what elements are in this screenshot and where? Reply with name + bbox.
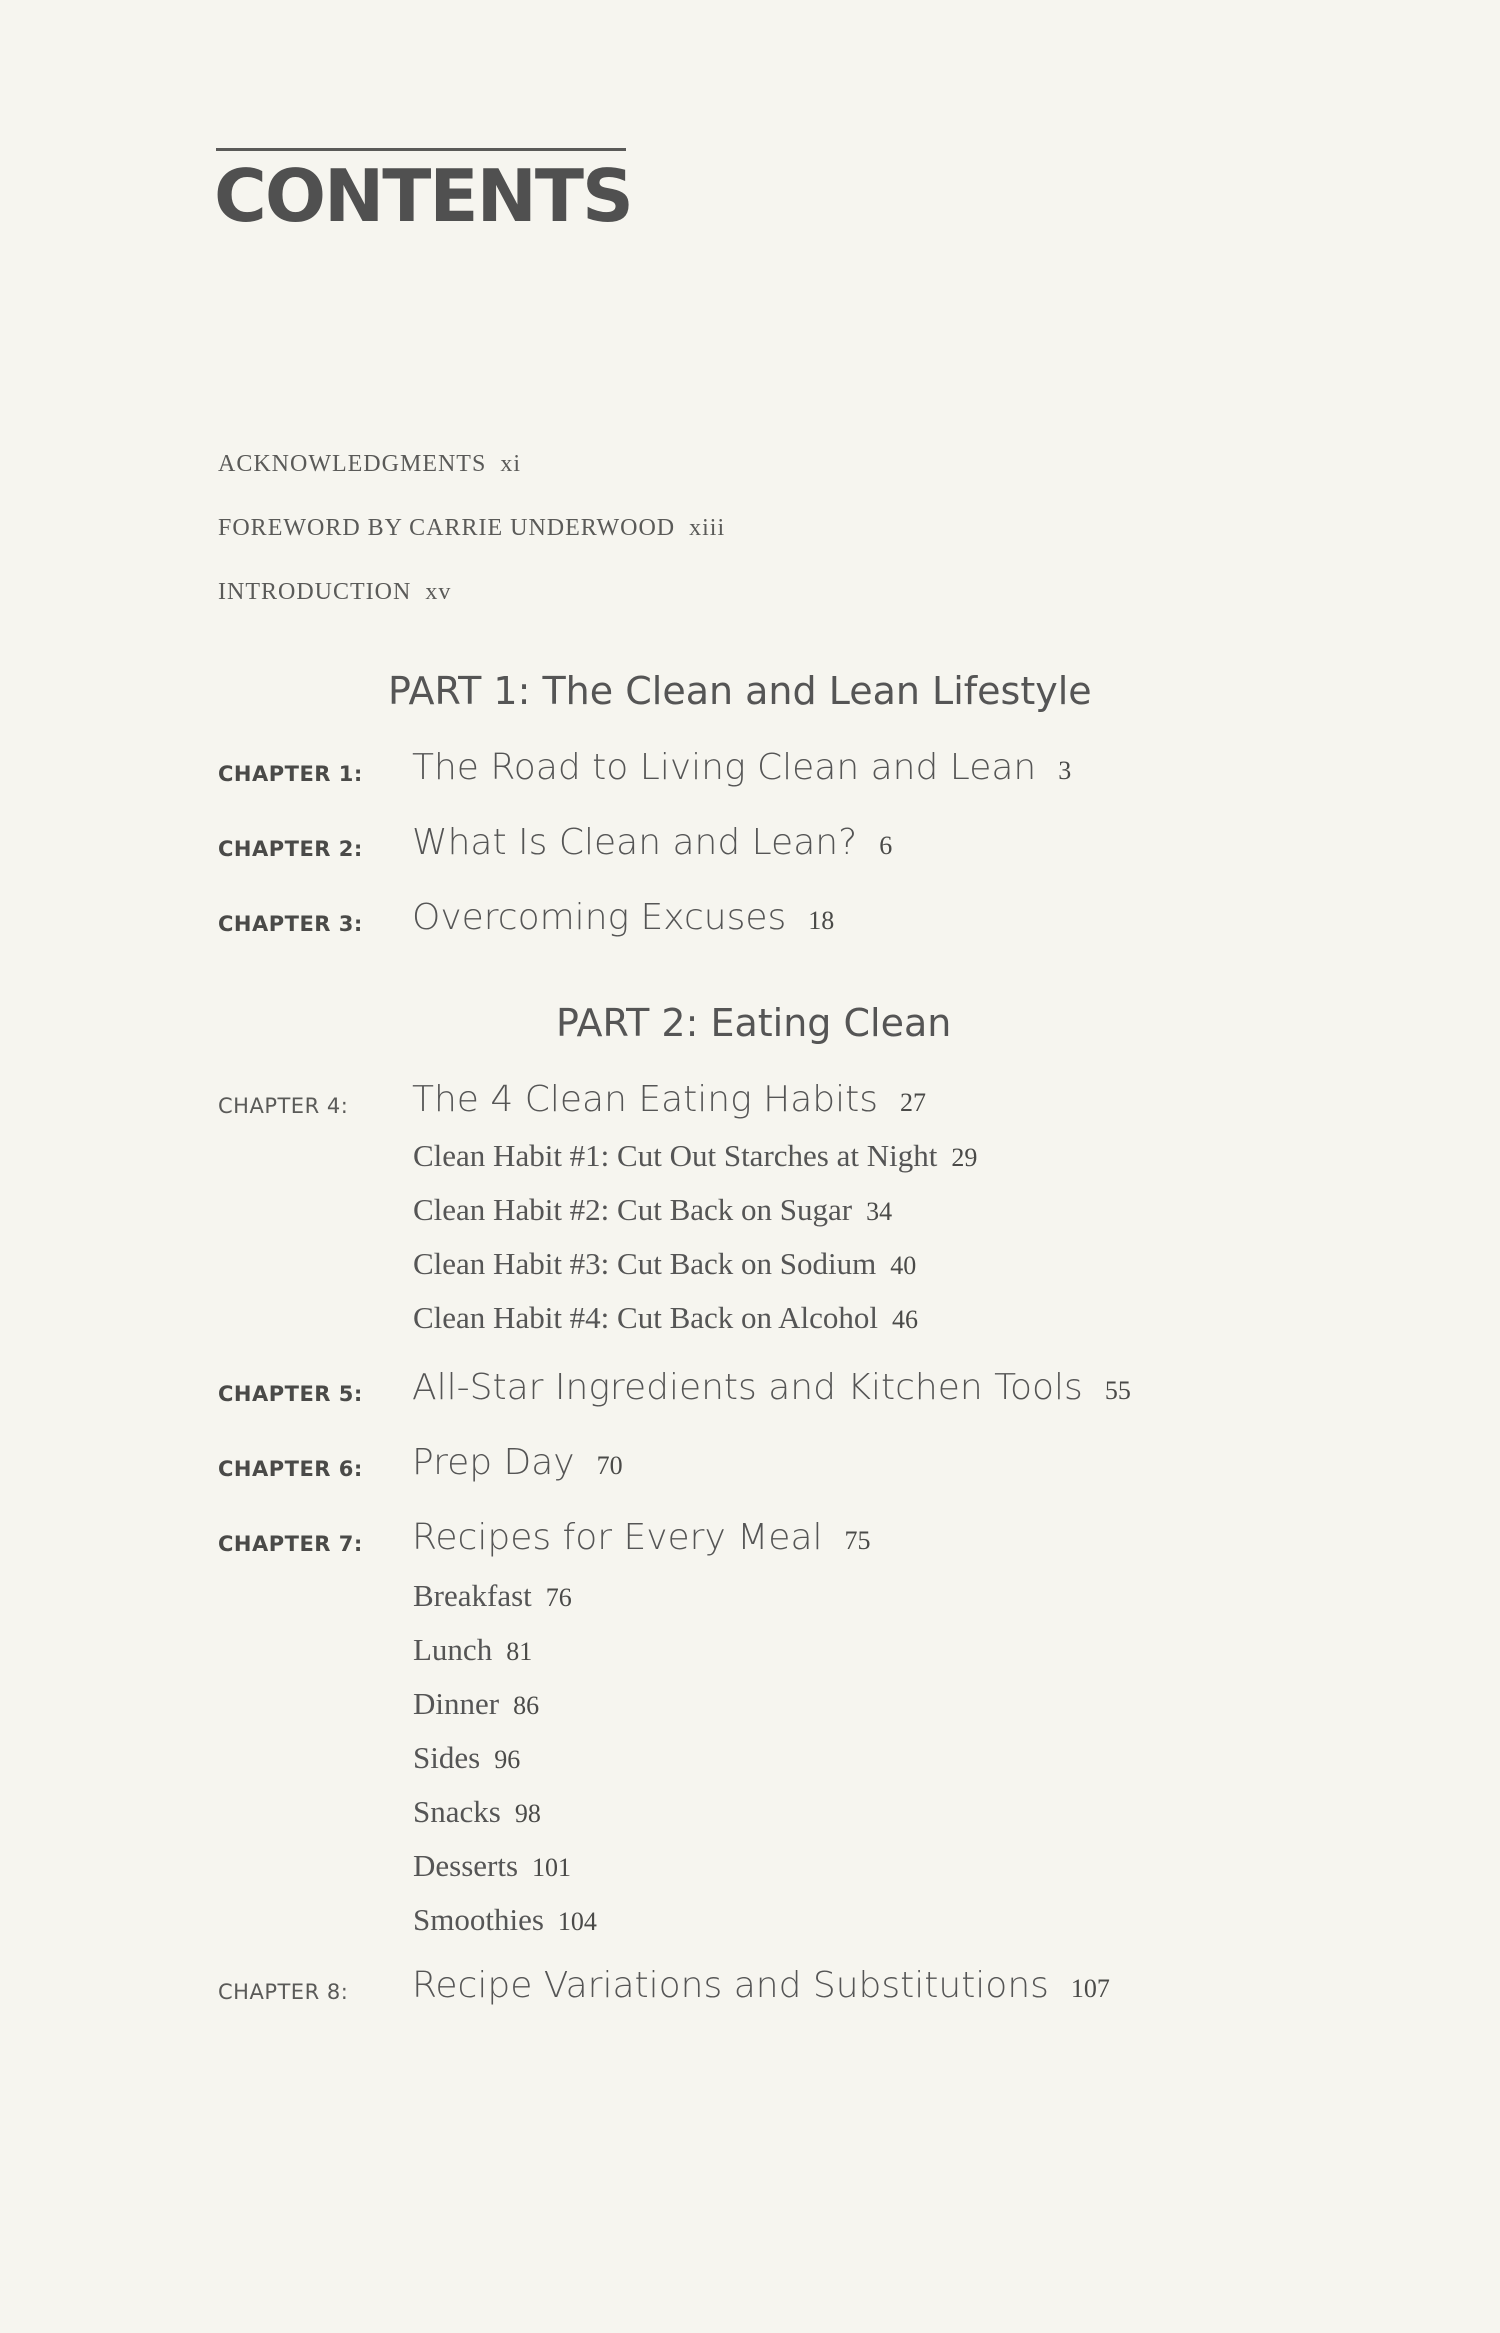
entry-page: 107 (1070, 1974, 1110, 2003)
toc-entry-chapter-7[interactable] (412, 1517, 871, 1558)
toc-entry-introduction[interactable] (218, 580, 451, 604)
toc-entry-clean-habit-3[interactable] (413, 1248, 916, 1279)
page-title: CONTENTS (214, 154, 632, 238)
toc-entry-chapter-8[interactable] (412, 1965, 1110, 2006)
toc-entry-chapter-6[interactable] (412, 1442, 623, 1483)
entry-title: Lunch (413, 1632, 493, 1667)
entry-label: INTRODUCTION (218, 579, 412, 605)
toc-entry-snacks[interactable] (413, 1796, 541, 1827)
toc-entry-clean-habit-1[interactable] (413, 1140, 977, 1171)
entry-title: Recipes for Every Meal (412, 1517, 823, 1558)
part-1-heading: PART 1: The Clean and Lean Lifestyle (388, 669, 1092, 713)
toc-entry-desserts[interactable] (413, 1850, 571, 1881)
entry-page: 101 (532, 1853, 572, 1882)
entry-title: Snacks (413, 1794, 501, 1829)
entry-title: The 4 Clean Eating Habits (412, 1079, 878, 1120)
chapter-1-label: CHAPTER 1: (218, 762, 363, 786)
entry-page: 29 (951, 1143, 978, 1172)
title-rule (216, 148, 626, 151)
chapter-4-label: CHAPTER 4: (218, 1094, 349, 1118)
entry-title: The Road to Living Clean and Lean (412, 747, 1037, 788)
toc-entry-chapter-2[interactable] (412, 822, 893, 863)
part-2-heading: PART 2: Eating Clean (556, 1001, 952, 1045)
entry-title: Sides (413, 1740, 481, 1775)
toc-entry-dinner[interactable] (413, 1688, 539, 1719)
chapter-2-label: CHAPTER 2: (218, 837, 363, 861)
entry-title: What Is Clean and Lean? (412, 822, 858, 863)
toc-entry-clean-habit-4[interactable] (413, 1302, 918, 1333)
entry-page: xiii (689, 515, 726, 541)
toc-entry-chapter-1[interactable] (412, 747, 1072, 788)
entry-title: Clean Habit #3: Cut Back on Sodium (413, 1246, 877, 1281)
entry-title: Prep Day (412, 1442, 575, 1483)
entry-page: 3 (1058, 756, 1072, 785)
entry-title: Desserts (413, 1848, 519, 1883)
entry-page: 40 (890, 1251, 917, 1280)
entry-title: Smoothies (413, 1902, 544, 1937)
toc-entry-lunch[interactable] (413, 1634, 532, 1665)
toc-entry-chapter-4[interactable] (412, 1079, 926, 1120)
toc-entry-acknowledgments[interactable] (218, 452, 521, 476)
toc-entry-sides[interactable] (413, 1742, 520, 1773)
chapter-5-label: CHAPTER 5: (218, 1382, 363, 1406)
entry-page: xi (500, 451, 521, 477)
entry-page: 55 (1104, 1376, 1131, 1405)
entry-page: 18 (808, 906, 835, 935)
entry-page: 6 (879, 831, 893, 860)
toc-entry-chapter-5[interactable] (412, 1367, 1131, 1408)
entry-label: ACKNOWLEDGMENTS (218, 451, 487, 477)
entry-title: Clean Habit #1: Cut Out Starches at Night (413, 1138, 938, 1173)
entry-title: Clean Habit #4: Cut Back on Alcohol (413, 1300, 878, 1335)
chapter-7-label: CHAPTER 7: (218, 1532, 363, 1556)
toc-entry-foreword[interactable] (218, 516, 725, 540)
entry-page: 76 (545, 1583, 572, 1612)
entry-page: 81 (506, 1637, 533, 1666)
chapter-3-label: CHAPTER 3: (218, 912, 363, 936)
entry-page: 98 (514, 1799, 541, 1828)
entry-title: Dinner (413, 1686, 500, 1721)
entry-page: 86 (513, 1691, 540, 1720)
entry-title: All-Star Ingredients and Kitchen Tools (412, 1367, 1083, 1408)
chapter-8-label: CHAPTER 8: (218, 1980, 349, 2004)
toc-entry-smoothies[interactable] (413, 1904, 597, 1935)
entry-page: 46 (891, 1305, 918, 1334)
entry-label: FOREWORD BY CARRIE UNDERWOOD (218, 515, 676, 541)
entry-page: 27 (900, 1088, 926, 1117)
entry-title: Breakfast (413, 1578, 532, 1613)
entry-page: xv (425, 579, 452, 605)
entry-title: Recipe Variations and Substitutions (412, 1965, 1049, 2006)
entry-page: 96 (494, 1745, 521, 1774)
entry-title: Clean Habit #2: Cut Back on Sugar (413, 1192, 853, 1227)
entry-page: 34 (866, 1197, 893, 1226)
entry-title: Overcoming Excuses (412, 897, 787, 938)
toc-entry-clean-habit-2[interactable] (413, 1194, 892, 1225)
chapter-6-label: CHAPTER 6: (218, 1457, 363, 1481)
entry-page: 70 (596, 1451, 623, 1480)
entry-page: 104 (557, 1907, 597, 1936)
toc-entry-breakfast[interactable] (413, 1580, 572, 1611)
toc-entry-chapter-3[interactable] (412, 897, 835, 938)
entry-page: 75 (844, 1526, 871, 1555)
